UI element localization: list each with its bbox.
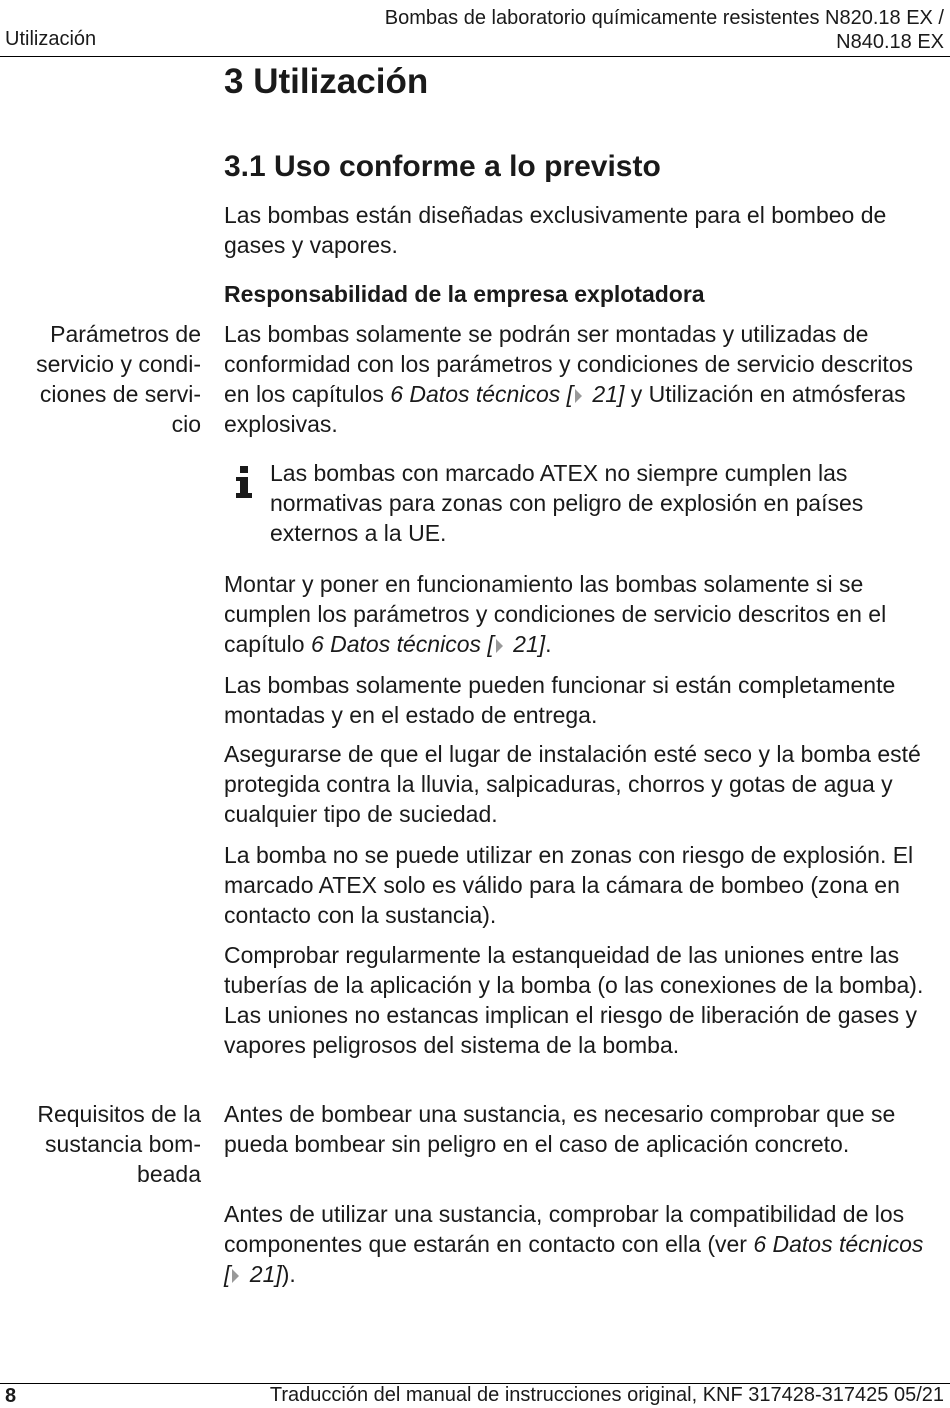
paragraph-operating-params: Las bombas solamente se podrán ser montadas y utilizadas de conformidad con los parámetros y condiciones de servicio descritos en los capítulos 6 Datos técnicos [ 21] y Utilización en atmósferas explosivas. [224, 321, 914, 437]
page-arrow-icon [496, 639, 503, 653]
paragraph-complete-assembly: Las bombas solamente pueden funcionar si están completamente montadas y en el estado de entrega. [224, 672, 896, 728]
info-icon [234, 466, 254, 498]
section-title: 3.1 Uso conforme a lo previsto [224, 150, 661, 183]
intro-paragraph: Las bombas están diseñadas exclusivamente para el bombeo de gases y vapores. [224, 202, 887, 258]
info-note-text: Las bombas con marcado ATEX no siempre cumplen las normativas para zonas con peligro de explosión en países externos a la UE. [270, 460, 864, 546]
cross-reference-link[interactable]: 6 Datos técnicos [ 21] [310, 631, 546, 657]
responsibility-heading: Responsabilidad de la empresa explotadora [224, 281, 705, 307]
margin-note-params: Parámetros de servicio y condi- ciones de servi- cio [36, 321, 201, 437]
paragraph-mounting: Montar y poner en funcionamiento las bombas solamente si se cumplen los parámetros y condiciones de servicio descritos en el capítulo 6 Datos técnicos [ 21]. [224, 571, 887, 657]
page-number: 8 [5, 1385, 17, 1407]
paragraph-leak-check: Comprobar regularmente la estanqueidad de las uniones entre las tuberías de la aplicación y la bomba (o las conexiones de la bomba). Las uniones no estancas implican el riesgo de liberación de gases y vapores peligrosos del sistema de la bomba. [224, 942, 924, 1058]
paragraph-installation-site: Asegurarse de que el lugar de instalación esté seco y la bomba esté protegida contra la lluvia, salpicaduras, chorros y gotas de agua y cualquier tipo de suciedad. [224, 741, 921, 827]
chapter-title: 3 Utilización [224, 62, 429, 101]
paragraph-compatibility: Antes de utilizar una sustancia, comprobar la compatibilidad de los componentes que estarán en contacto con ella (ver 6 Datos técnicos [ 21]). [224, 1201, 924, 1287]
footer-document: Traducción del manual de instrucciones original, KNF 317428-317425 05/21 [269, 1384, 944, 1406]
paragraph-pumping-check: Antes de bombear una sustancia, es necesario comprobar que se pueda bombear sin peligro en el caso de aplicación concreto. [224, 1101, 896, 1157]
info-note [224, 458, 936, 550]
cross-reference-link[interactable]: 6 Datos técnicos [ 21] [224, 1231, 924, 1287]
margin-note-requirements: Requisitos de la sustancia bom- beada [37, 1101, 201, 1187]
paragraph-explosion-zones: La bomba no se puede utilizar en zonas con riesgo de explosión. El marcado ATEX solo es válido para la cámara de bombeo (zona en contacto con la sustancia). [224, 842, 914, 928]
header-product: Bombas de laboratorio químicamente resistentes N820.18 EX / N840.18 EX [384, 7, 944, 53]
page-arrow-icon [232, 1269, 239, 1283]
header-rule [0, 56, 950, 57]
header-section: Utilización [5, 28, 97, 50]
page-arrow-icon [575, 389, 582, 403]
cross-reference-link[interactable]: 6 Datos técnicos [ 21] [390, 381, 625, 407]
